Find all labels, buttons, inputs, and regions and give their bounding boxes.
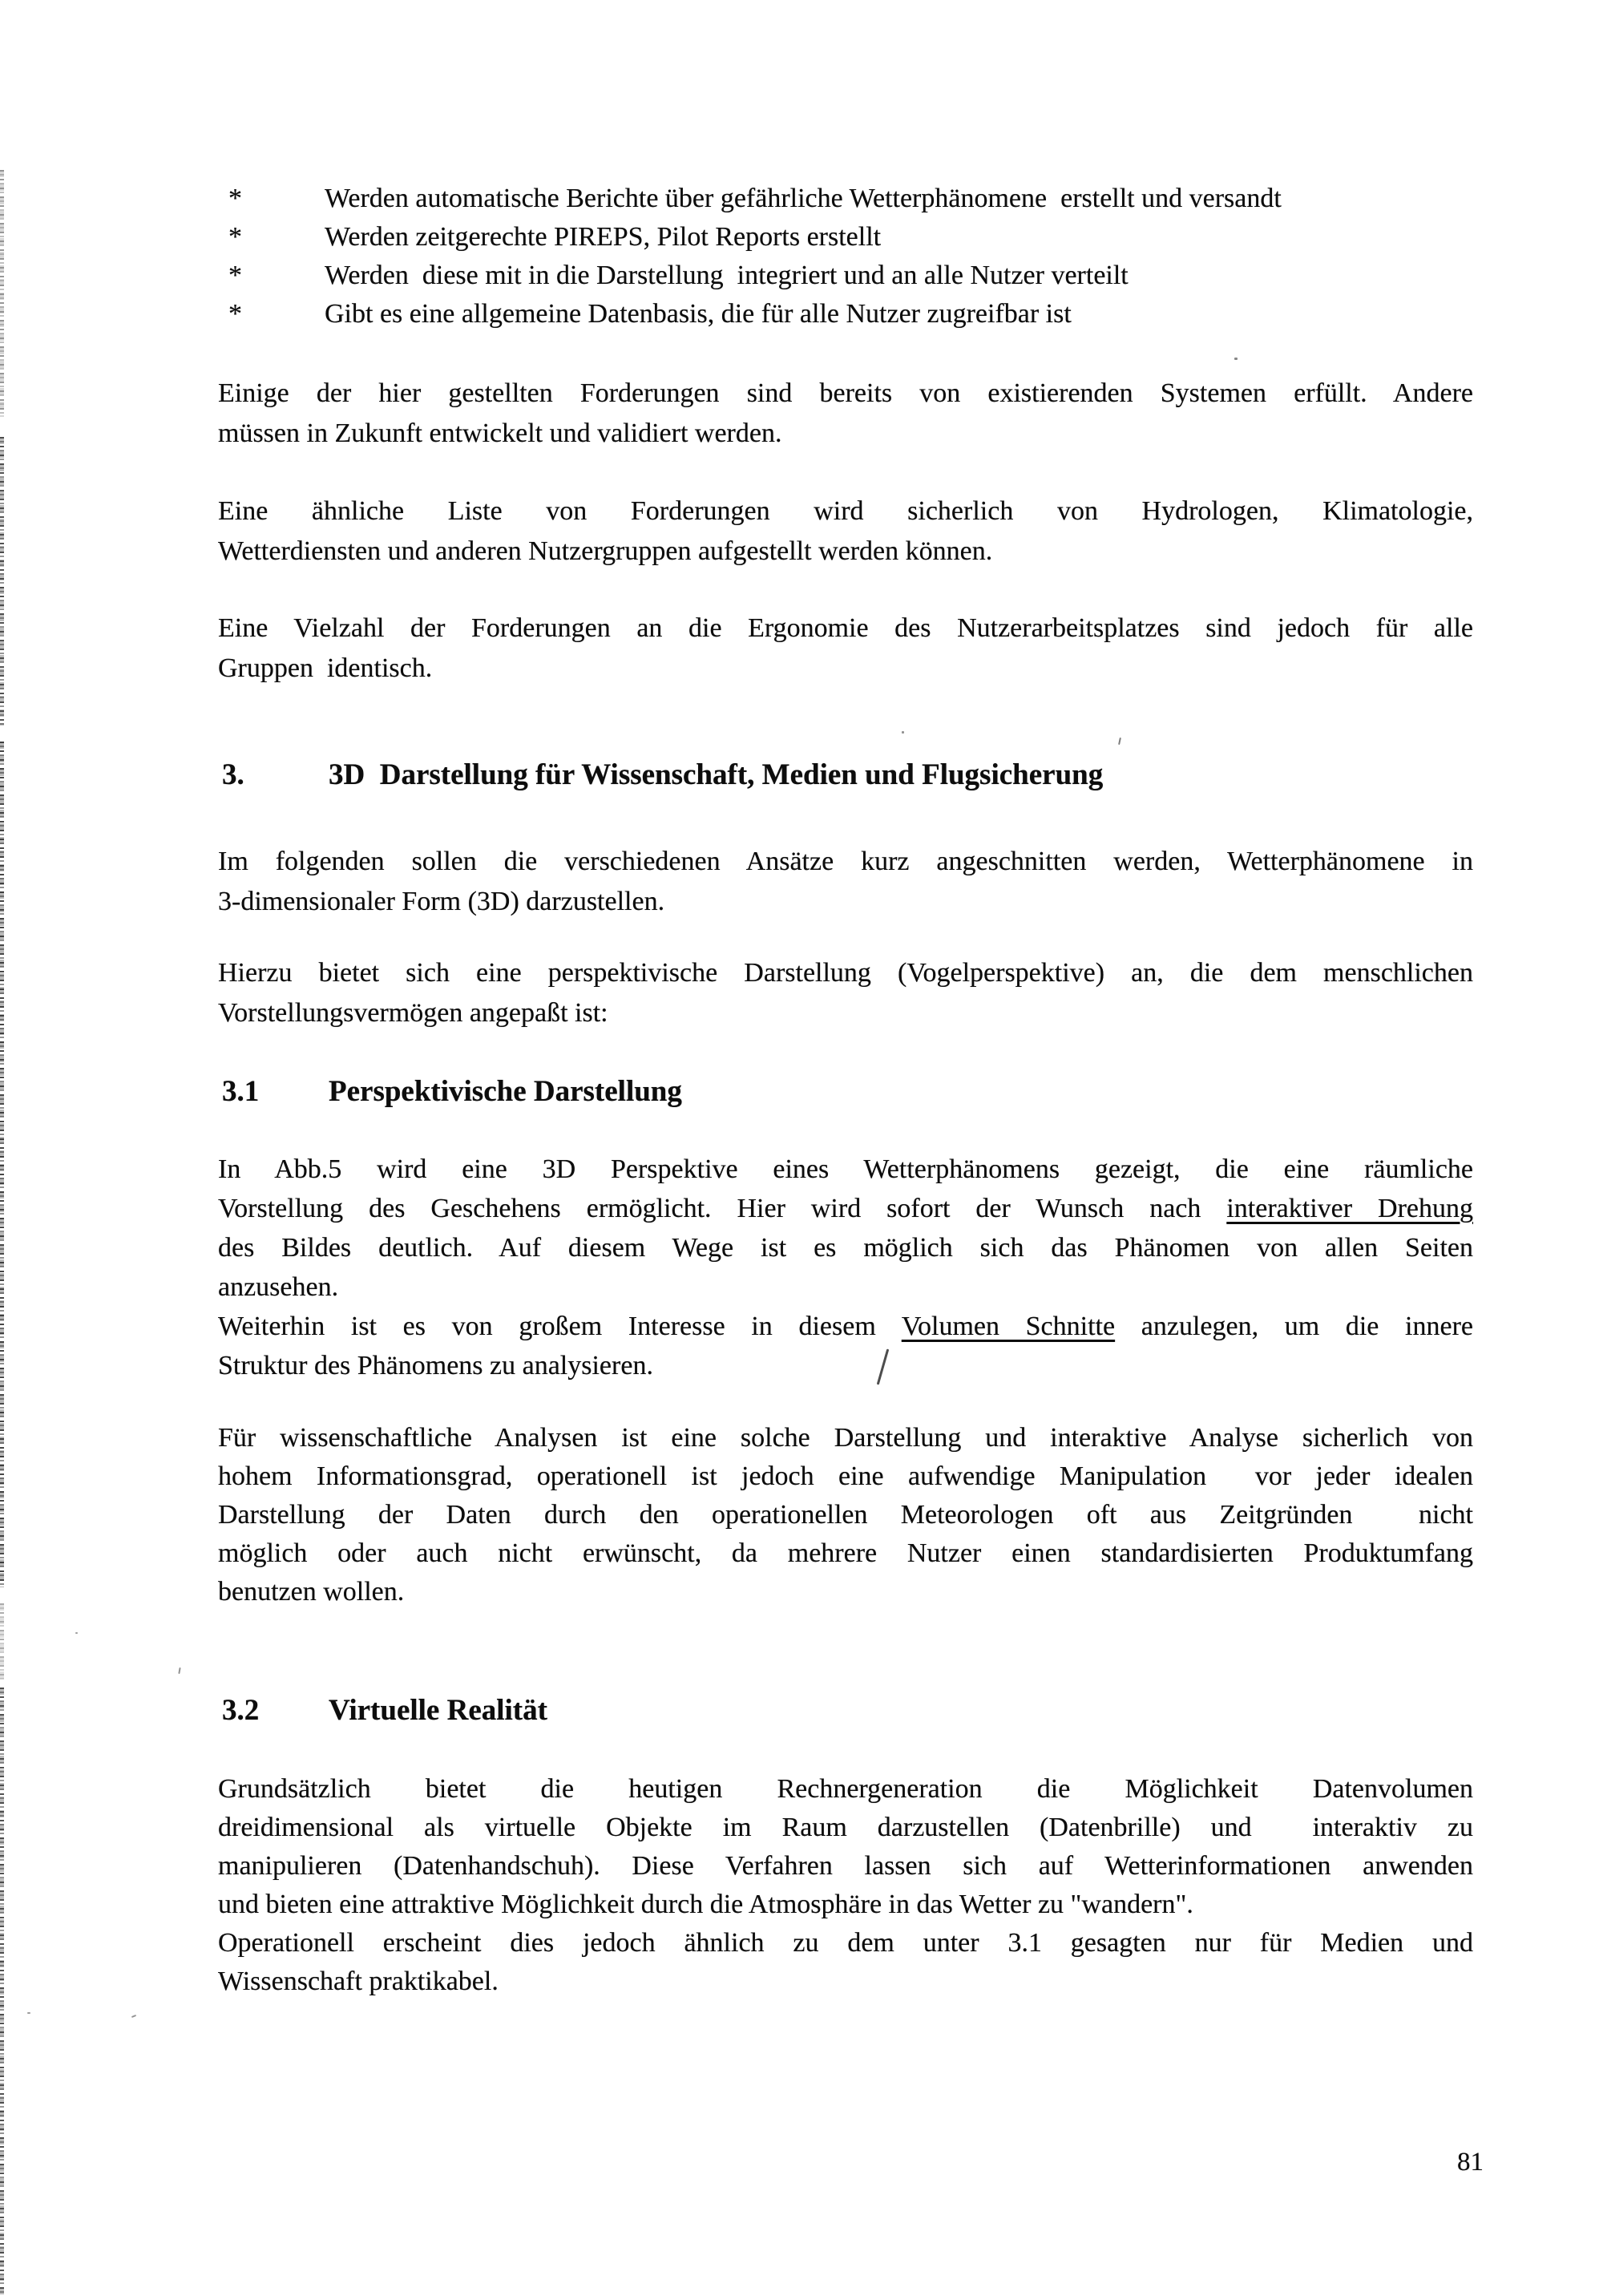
- scan-speck: [178, 1667, 180, 1674]
- section-number: 3.: [222, 758, 244, 791]
- scan-speck: [902, 731, 904, 734]
- text-line: Grundsätzlich bietet die heutigen Rechnergeneration die Möglichkeit Datenvolumen: [218, 1774, 1473, 1804]
- paragraph-similar-list: [218, 491, 1473, 572]
- bullet-item: [228, 218, 1473, 257]
- bullet-item: [228, 180, 1473, 218]
- paragraph-virtual-reality: [218, 1770, 1473, 2001]
- text-line: anzusehen.: [218, 1272, 339, 1302]
- bullet-item: [228, 257, 1473, 295]
- text-line: In Abb.5 wird eine 3D Perspektive eines Wetterphänomens gezeigt, die eine räumliche: [218, 1154, 1473, 1184]
- scan-noise-left-edge: [0, 170, 4, 417]
- text-line: [218, 1307, 1473, 1346]
- section-heading-3: [222, 754, 1473, 796]
- scan-speck: [131, 2015, 136, 2018]
- text-line: möglich oder auch nicht erwünscht, da mehrere Nutzer einen standardisierten Produktumfang: [218, 1538, 1473, 1568]
- asterisk-marker: *: [228, 184, 242, 213]
- underlined-text: interaktiver Drehung: [1226, 1194, 1473, 1223]
- text-line: Im folgenden sollen die verschiedenen Ansätze kurz angeschnitten werden, Wetterphänomene in: [218, 847, 1473, 876]
- bullet-item: [228, 295, 1473, 333]
- scan-noise-left-edge: [0, 437, 4, 726]
- section-heading-3-1: [222, 1071, 1473, 1113]
- text-line: Eine ähnliche Liste von Forderungen wird sicherlich von Hydrologen, Klimatologie,: [218, 496, 1473, 526]
- scan-noise-left-edge: [0, 1688, 4, 2296]
- paragraph-following-approaches: [218, 842, 1473, 922]
- paragraph-perspective-intro: [218, 953, 1473, 1033]
- paragraph-ergonomics: [218, 608, 1473, 689]
- asterisk-marker: *: [228, 299, 242, 329]
- text-line: Eine Vielzahl der Forderungen an die Ergonomie des Nutzerarbeitsplatzes sind jedoch für alle: [218, 613, 1473, 643]
- bullet-text: Werden diese mit in die Darstellung integriert und an alle Nutzer verteilt: [325, 261, 1129, 290]
- paragraph-systems-fulfilled: [218, 374, 1473, 454]
- text-line: Einige der hier gestellten Forderungen sind bereits von existierenden Systemen erfüllt. Andere: [218, 378, 1473, 408]
- text-segment: Weiterhin ist es von großem Interesse in diesem: [218, 1312, 902, 1341]
- text-line: Hierzu bietet sich eine perspektivische Darstellung (Vogelperspektive) an, die dem menschlichen: [218, 958, 1473, 988]
- text-line: des Bildes deutlich. Auf diesem Wege ist es möglich sich das Phänomen von allen Seiten: [218, 1233, 1473, 1263]
- text-line: benutzen wollen.: [218, 1577, 405, 1607]
- text-line: dreidimensional als virtuelle Objekte im Raum darzustellen (Datenbrille) und interaktiv zu: [218, 1813, 1473, 1842]
- text-segment: Vorstellung des Geschehens ermöglicht. Hier wird sofort der Wunsch nach: [218, 1194, 1227, 1223]
- text-line: Struktur des Phänomens zu analysieren.: [218, 1351, 653, 1380]
- section-title: Virtuelle Realität: [329, 1694, 547, 1727]
- text-segment: anzulegen, um die innere: [1115, 1312, 1473, 1341]
- requirements-bullet-list: [228, 180, 1473, 333]
- bullet-text: Werden automatische Berichte über gefährliche Wetterphänomene erstellt und versandt: [325, 184, 1282, 213]
- text-line: [218, 1189, 1473, 1228]
- text-line: Wissenschaft praktikabel.: [218, 1967, 499, 1996]
- text-line: manipulieren (Datenhandschuh). Diese Verfahren lassen sich auf Wetterinformationen anwenden: [218, 1851, 1473, 1881]
- section-heading-3-2: [222, 1690, 1473, 1732]
- asterisk-marker: *: [228, 222, 242, 252]
- section-number: 3.2: [222, 1694, 260, 1727]
- scan-noise-left-edge: [0, 1603, 4, 1680]
- scan-speck: [1118, 738, 1121, 745]
- section-number: 3.1: [222, 1075, 260, 1108]
- section-title: 3D Darstellung für Wissenschaft, Medien und Flugsicherung: [329, 758, 1104, 791]
- scan-noise-left-edge: [0, 742, 4, 1587]
- paragraph-abb5-perspective: [218, 1150, 1473, 1385]
- text-line: 3-dimensionaler Form (3D) darzustellen.: [218, 887, 665, 916]
- text-line: Für wissenschaftliche Analysen ist eine solche Darstellung und interaktive Analyse sicherlich von: [218, 1423, 1473, 1453]
- page-number: 81: [1457, 2148, 1484, 2177]
- text-line: müssen in Zukunft entwickelt und validiert werden.: [218, 418, 782, 448]
- asterisk-marker: *: [228, 261, 242, 290]
- text-line: hohem Informationsgrad, operationell ist jedoch eine aufwendige Manipulation vor jeder idealen: [218, 1461, 1473, 1491]
- text-line: Vorstellungsvermögen angepaßt ist:: [218, 998, 608, 1028]
- scan-speck: [75, 1632, 78, 1634]
- paragraph-scientific-analysis: [218, 1419, 1473, 1611]
- bullet-text: Gibt es eine allgemeine Datenbasis, die für alle Nutzer zugreifbar ist: [325, 299, 1072, 329]
- underlined-text: Volumen Schnitte: [901, 1312, 1116, 1341]
- text-line: und bieten eine attraktive Möglichkeit durch die Atmosphäre in das Wetter zu "wandern".: [218, 1890, 1193, 1919]
- text-line: Darstellung der Daten durch den operationellen Meteorologen oft aus Zeitgründen nicht: [218, 1500, 1473, 1530]
- text-line: Gruppen identisch.: [218, 653, 433, 683]
- text-line: Operationell erscheint dies jedoch ähnlich zu dem unter 3.1 gesagten nur für Medien und: [218, 1928, 1473, 1958]
- scan-speck: [27, 2012, 30, 2014]
- section-title: Perspektivische Darstellung: [329, 1075, 682, 1108]
- bullet-text: Werden zeitgerechte PIREPS, Pilot Reports erstellt: [325, 222, 882, 252]
- scan-speck: [1234, 358, 1238, 360]
- text-line: Wetterdiensten und anderen Nutzergruppen aufgestellt werden können.: [218, 536, 993, 566]
